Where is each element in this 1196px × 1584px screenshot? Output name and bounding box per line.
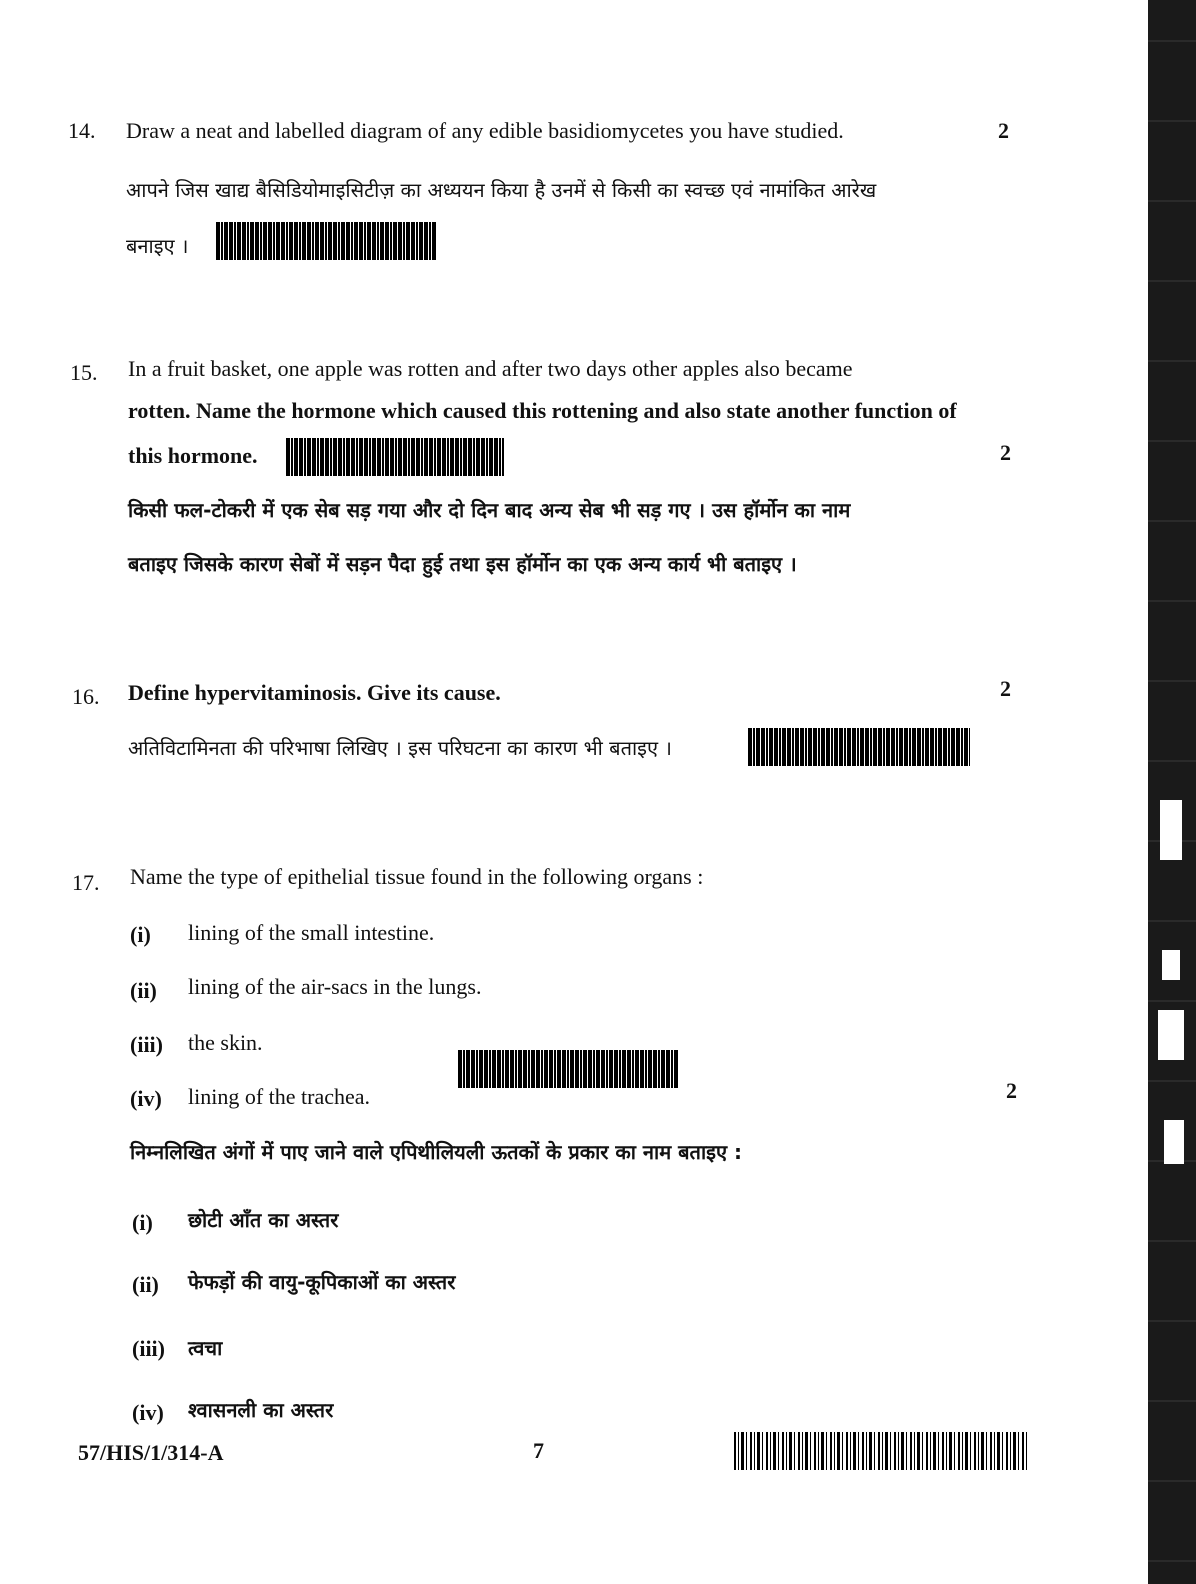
question-17-text-hi: निम्नलिखित अंगों में पाए जाने वाले एपिथीलियली ऊतकों के प्रकार का नाम बताइए : [130,1140,742,1164]
question-17-item-hi-4-label: (iv) [132,1400,164,1425]
question-14-barcode [216,222,436,260]
question-17-item-hi-3-label: (iii) [132,1336,165,1361]
question-17-barcode [458,1050,678,1088]
question-16-text-hi: अतिविटामिनता की परिभाषा लिखिए । इस परिघटना का कारण भी बताइए । [128,736,672,760]
scan-edge-blot [1162,950,1180,980]
question-17-marks: 2 [1006,1078,1017,1103]
question-16-barcode [748,728,970,766]
question-15-text-hi-line2: बताइए जिसके कारण सेबों में सड़न पैदा हुई तथा इस हॉर्मोन का एक अन्य कार्य भी बताइए । [128,552,797,576]
question-15-marks: 2 [1000,440,1011,465]
question-17-item-en-1-label: (i) [130,922,151,947]
paper-code: 57/HIS/1/314-A [78,1440,224,1465]
question-17-item-hi-3-text: त्वचा [188,1336,223,1360]
question-14-text-hi-line1: आपने जिस खाद्य बैसिडियोमाइसिटीज़ का अध्ययन किया है उनमें से किसी का स्वच्छ एवं नामांकित आरेख [126,178,877,202]
scan-edge-blot [1164,1120,1184,1164]
question-16-number: 16. [72,684,100,709]
question-14-text-en: Draw a neat and labelled diagram of any edible basidiomycetes you have studied. [126,118,844,143]
question-17-number: 17. [72,870,100,895]
question-17-item-en-3-text: the skin. [188,1030,263,1055]
question-17-item-en-3-label: (iii) [130,1032,163,1057]
question-17-item-en-4-label: (iv) [130,1086,162,1111]
question-17-item-en-2-text: lining of the air-sacs in the lungs. [188,974,482,999]
question-17-item-hi-1-label: (i) [132,1210,153,1235]
question-17-item-en-1-text: lining of the small intestine. [188,920,435,945]
question-15-text-en-line2: rotten. Name the hormone which caused this rottening and also state another function of [128,398,957,423]
question-15-text-en-line3: this hormone. [128,443,258,468]
question-16-text-en: Define hypervitaminosis. Give its cause. [128,680,501,705]
question-17-item-en-4-text: lining of the trachea. [188,1084,371,1109]
question-14-marks: 2 [998,118,1009,143]
page-number: 7 [533,1438,544,1463]
question-17-item-hi-2-text: फेफड़ों की वायु-कूपिकाओं का अस्तर [188,1270,456,1294]
question-17-item-hi-2-label: (ii) [132,1272,159,1297]
question-15-number: 15. [70,360,98,385]
scan-edge-blot [1158,1010,1184,1060]
question-15-text-en-line1: In a fruit basket, one apple was rotten and after two days other apples also became [128,356,853,381]
question-14-number: 14. [68,118,96,143]
question-16-marks: 2 [1000,676,1011,701]
question-17-text-en: Name the type of epithelial tissue found in the following organs : [130,864,704,889]
question-17-item-hi-4-text: श्वासनली का अस्तर [188,1398,334,1422]
footer-barcode [734,1432,1028,1470]
question-14-text-hi-line2: बनाइए । [126,234,189,258]
question-15-barcode [286,438,504,476]
scan-edge-strip [1148,0,1196,1584]
question-17-item-hi-1-text: छोटी आँत का अस्तर [188,1208,339,1232]
question-17-item-en-2-label: (ii) [130,978,157,1003]
scan-edge-blot [1160,800,1182,860]
question-15-text-hi-line1: किसी फल-टोकरी में एक सेब सड़ गया और दो दिन बाद अन्य सेब भी सड़ गए । उस हॉर्मोन का नाम [128,498,851,522]
